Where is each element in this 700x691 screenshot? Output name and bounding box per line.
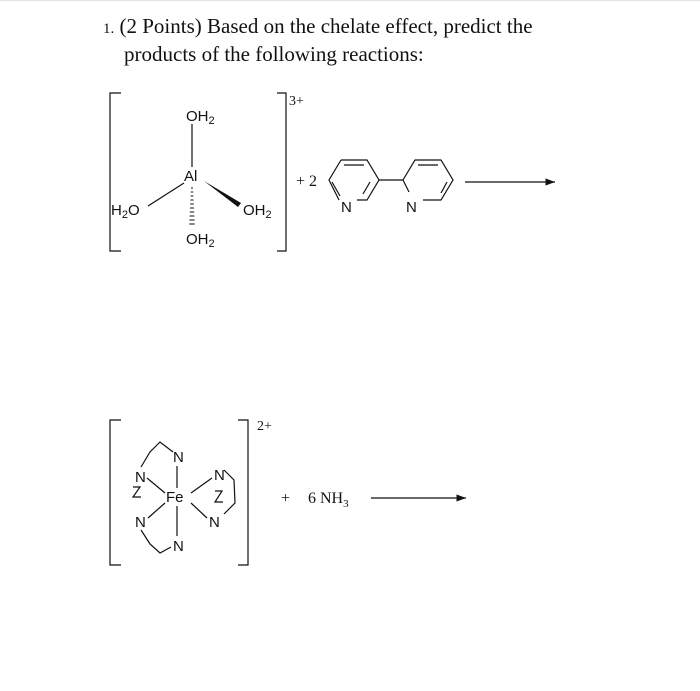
- n-label-upper-right: N: [214, 467, 225, 484]
- question-number: 1.: [103, 21, 115, 37]
- charge-2plus: 2+: [257, 419, 272, 434]
- right-bracket-2: [238, 420, 248, 565]
- n-label-lower-left: N: [135, 514, 146, 531]
- hashed-bond-bottom: [189, 188, 195, 224]
- wedge-bond-right: [204, 181, 241, 207]
- left-bracket: [110, 93, 121, 251]
- question-line-1: (2 Points) Based on the chelate effect, predict the: [119, 14, 533, 38]
- ligand-top-oh: $OH_2$: [186, 108, 215, 127]
- ligand-bottom-oh: $OH_2$: [186, 231, 215, 250]
- metal-al: Al: [184, 168, 198, 185]
- bipyridine-n-right: N: [406, 199, 417, 216]
- reagent-coefficient: + 2: [296, 173, 318, 190]
- bipyridine-structure: [329, 160, 453, 200]
- n-label-top: N: [173, 449, 184, 466]
- reaction-2: [110, 419, 466, 565]
- n-label-bottom: N: [173, 538, 184, 555]
- metal-fe: Fe: [166, 489, 184, 506]
- ligand-right-oh: $OH_2$: [243, 202, 272, 221]
- plus-sign: +: [281, 490, 291, 507]
- right-bracket: [277, 93, 286, 251]
- question-line-2: products of the following reactions:: [124, 42, 424, 66]
- bipyridine-n-left: N: [341, 199, 352, 216]
- ammonia-reagent: 6 $NH_3$: [308, 490, 349, 510]
- left-bracket-2: [110, 420, 121, 565]
- ethylenediamine-bonds: [133, 442, 235, 553]
- charge-3plus: 3+: [289, 94, 304, 109]
- reaction-1: [110, 93, 555, 251]
- ligand-left-h2o: $H_2O$: [111, 202, 140, 221]
- bond-left: [148, 183, 184, 206]
- n-label-lower-right: N: [209, 514, 220, 531]
- n-label-upper-left: N: [135, 469, 146, 486]
